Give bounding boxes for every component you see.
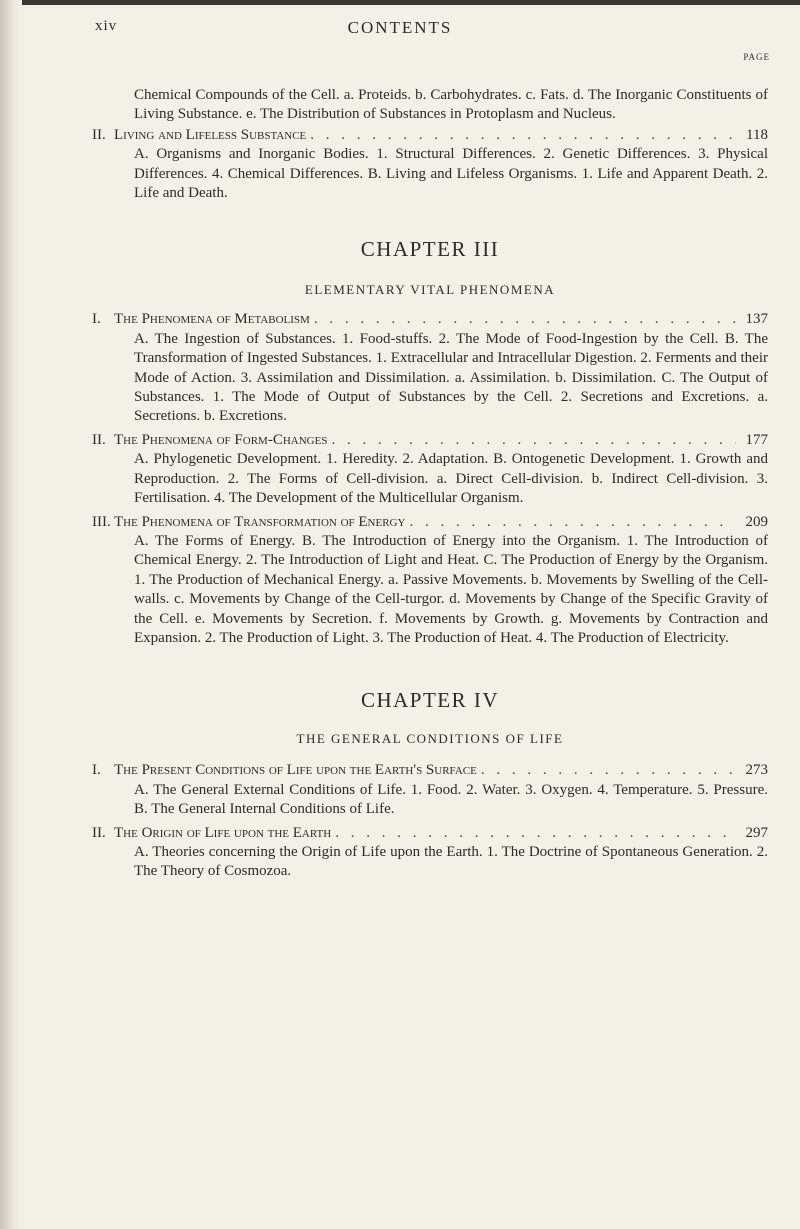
entry-subsections: A. Organisms and Inorganic Bodies. 1. Structural Differences. 2. Genetic Differences. 3. Physical Differences. 4. Chemical Differences. B. Living and Lifeless Organisms. 1. Life and Apparent Death. 2. Life and Death. [134, 146, 768, 202]
entry-number: I. [92, 762, 101, 779]
entry-title: The Origin of Life upon the Earth [114, 824, 332, 841]
dot-leader [335, 824, 736, 843]
entry-number: II. [92, 126, 106, 143]
entry-page: 137 [745, 311, 768, 328]
entry-title: The Phenomena of Form-Changes [114, 431, 328, 448]
entry-subsections: A. Phylogenetic Development. 1. Heredity. 2. Adaptation. B. Ontogenetic Development. 1. Growth and Reproduction. 2. The Forms of Cell-division. a. Direct Cell-division. b. Indirect Cell-division. 3. Fertilisation. 4. The Development of the Multicellular Organism. [134, 451, 768, 507]
dot-leader [409, 513, 736, 532]
chapter-subtitle: THE GENERAL CONDITIONS OF LIFE [296, 731, 564, 747]
toc-entry-living-lifeless [92, 126, 768, 204]
entry-title: Living and Lifeless Substance [114, 126, 307, 143]
entry-subsections: A. The Ingestion of Substances. 1. Food-stuffs. 2. The Mode of Food-Ingestion by the Cell. B. The Transformation of Ingested Substances. 1. Extracellular and Intracellular Digestion. 2. Ferments and their Mode of Action. 3. Assimilation and Dissimilation. a. Assimilation. b. Dissimilation. C. The Output of Substances. 1. The Mode of Output of Substances by the Cell. 2. Secretions and Excretions. a. Secretions. b. Excretions. [134, 330, 768, 425]
dot-leader [310, 126, 736, 145]
page-top-edge [0, 0, 800, 5]
entry-title: The Phenomena of Metabolism [114, 311, 310, 328]
entry-page: 177 [745, 431, 768, 448]
entry-page: 273 [745, 762, 768, 779]
entry-page: 118 [746, 126, 768, 143]
page-header [0, 18, 800, 48]
entry-subsections: A. Theories concerning the Origin of Life upon the Earth. 1. The Doctrine of Spontaneous Generation. 2. The Theory of Cosmozoa. [134, 843, 768, 880]
toc-entry-form-changes [92, 431, 768, 509]
toc-entry-present-conditions [92, 761, 768, 819]
entry-title: The Present Conditions of Life upon the Earth's Surface [114, 762, 477, 779]
chapter-subtitle: ELEMENTARY VITAL PHENOMENA [304, 282, 556, 298]
entry-line [92, 761, 768, 780]
dot-leader [331, 431, 736, 450]
toc-entry-energy [92, 513, 768, 649]
entry-number: I. [92, 311, 101, 328]
chapter-heading: CHAPTER IV [360, 688, 500, 713]
entry-number: II. [92, 824, 106, 841]
entry-page: 297 [745, 824, 768, 841]
folio-number: xiv [95, 18, 118, 34]
entry-number: III. [92, 513, 111, 530]
dot-leader [314, 310, 736, 329]
entry-number: II. [92, 431, 106, 448]
entry-line [92, 431, 768, 450]
entry-line [92, 513, 768, 532]
entry-line [92, 310, 768, 329]
running-head: CONTENTS [347, 18, 453, 37]
toc-entry-metabolism [92, 310, 768, 426]
table-of-contents [92, 60, 768, 882]
dot-leader [481, 761, 736, 780]
entry-subsections: A. The Forms of Energy. B. The Introduction of Energy into the Organism. 1. The Introduction of Chemical Energy. 2. The Introduction of Light and Heat. C. The Production of Energy by the Organism. 1. The Production of Mechanical Energy. a. Passive Movements. b. Movements by Swelling of the Cell-walls. c. Movements by Change of the Cell-turgor. d. Movements by Change of the Specific Gravity of the Cell. e. Movements by Secretion. f. Movements by Growth. g. Movements by Contraction and Expansion. 2. The Production of Light. 3. The Production of Heat. 4. The Production of Electricity. [134, 532, 768, 646]
entry-line [92, 824, 768, 843]
intro-subsections: Chemical Compounds of the Cell. a. Proteids. b. Carbohydrates. c. Fats. d. The Inorganic Constituents of Living Substance. e. The Distribution of Substances in Protoplasm and Nucleus. [134, 87, 768, 123]
page-binding-shadow [0, 0, 22, 1229]
toc-entry-origin-of-life [92, 824, 768, 882]
entry-page: 209 [745, 513, 768, 530]
entry-title: The Phenomena of Transformation of Energy [114, 513, 406, 530]
entry-subsections: A. The General External Conditions of Life. 1. Food. 2. Water. 3. Oxygen. 4. Temperature. 5. Pressure. B. The General Internal Conditions of Life. [134, 781, 768, 818]
entry-line [92, 126, 768, 145]
page-column-label: PAGE [743, 52, 770, 62]
chapter-heading: CHAPTER III [360, 237, 500, 262]
